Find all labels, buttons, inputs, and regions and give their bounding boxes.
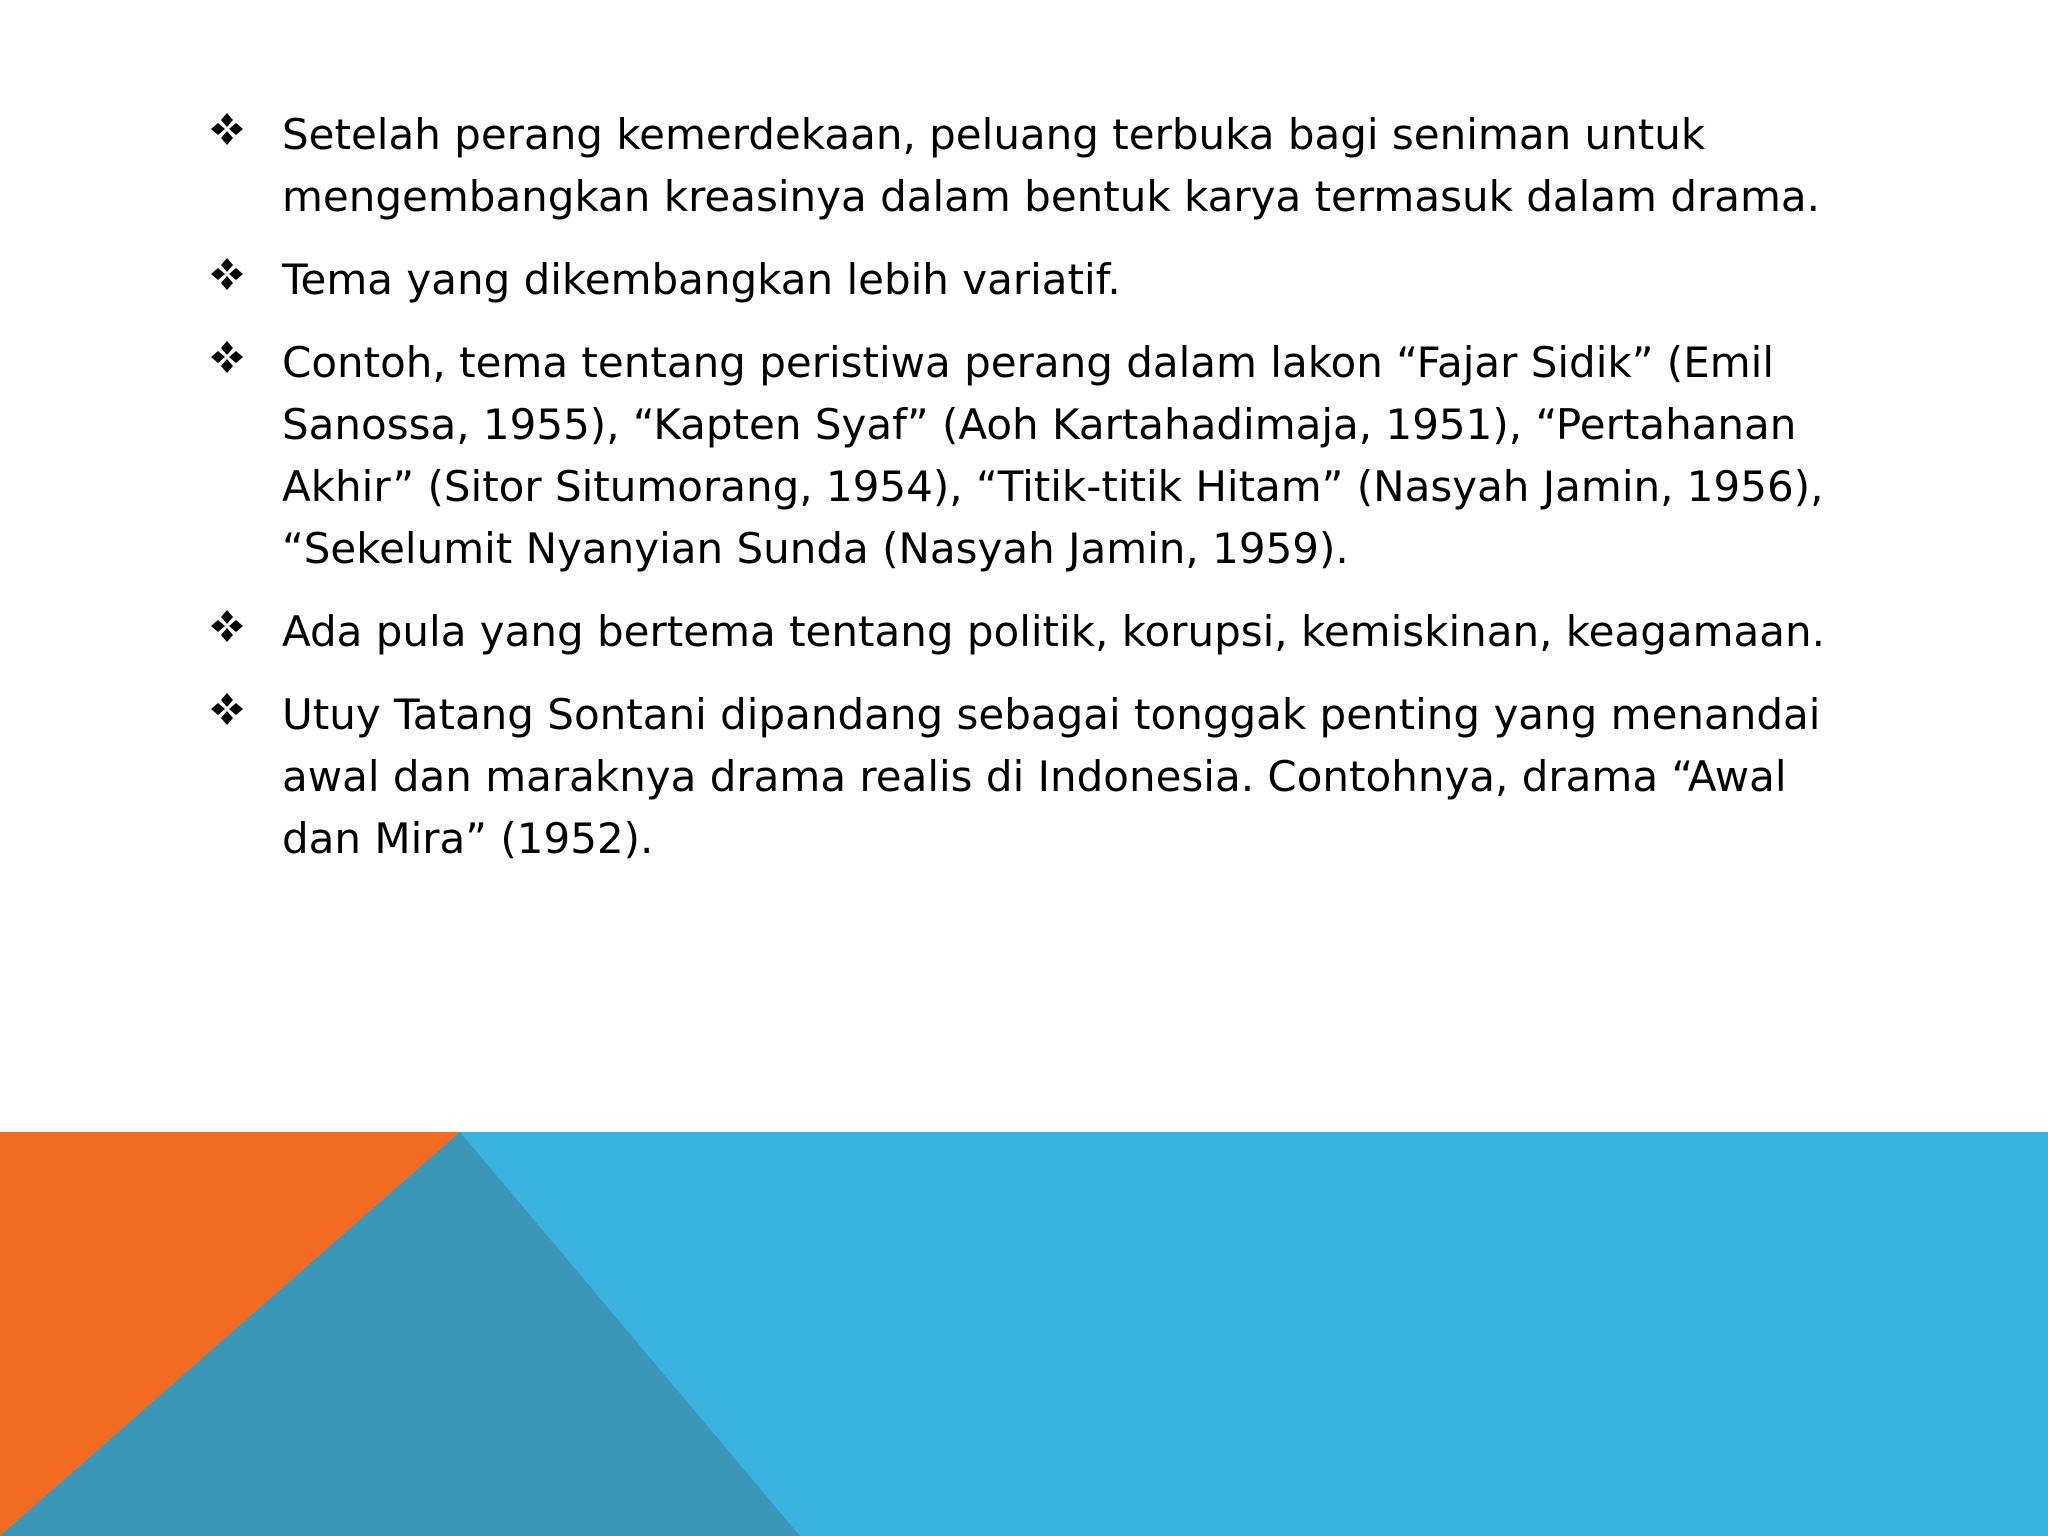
bullet-text: Ada pula yang bertema tentang politik, korupsi, kemiskinan, keagamaan. <box>282 607 1825 656</box>
bullet-list <box>210 104 1850 891</box>
bullet-text: Setelah perang kemerdekaan, peluang terbuka bagi seniman untuk mengembangkan kreasinya dalam bentuk karya termasuk dalam drama. <box>282 110 1820 221</box>
four-diamond-bullet-icon <box>210 257 244 291</box>
bullet-text: Tema yang dikembangkan lebih variatif. <box>282 255 1121 304</box>
four-diamond-bullet-icon <box>210 609 244 643</box>
bullet-item <box>210 249 1850 311</box>
bullet-text: Contoh, tema tentang peristiwa perang dalam lakon “Fajar Sidik” (Emil Sanossa, 1955), “Kapten Syaf” (Aoh Kartahadimaja, 1951), “Pertahanan Akhir” (Sitor Situmorang, 1954), “Titik-titik Hitam” (Nasyah Jamin, 1956), “Sekelumit Nyanyian Sunda (Nasyah Jamin, 1959). <box>282 338 1824 573</box>
bullet-text: Utuy Tatang Sontani dipandang sebagai tonggak penting yang menandai awal dan maraknya drama realis di Indonesia. Contohnya, drama “Awal dan Mira” (1952). <box>282 690 1821 863</box>
four-diamond-bullet-icon <box>210 692 244 726</box>
bullet-item <box>210 601 1850 663</box>
bullet-item <box>210 332 1850 580</box>
four-diamond-bullet-icon <box>210 112 244 146</box>
bullet-item <box>210 684 1850 870</box>
bullet-item <box>210 104 1850 228</box>
four-diamond-bullet-icon <box>210 340 244 374</box>
decorative-bottom-band <box>0 1132 2048 1536</box>
